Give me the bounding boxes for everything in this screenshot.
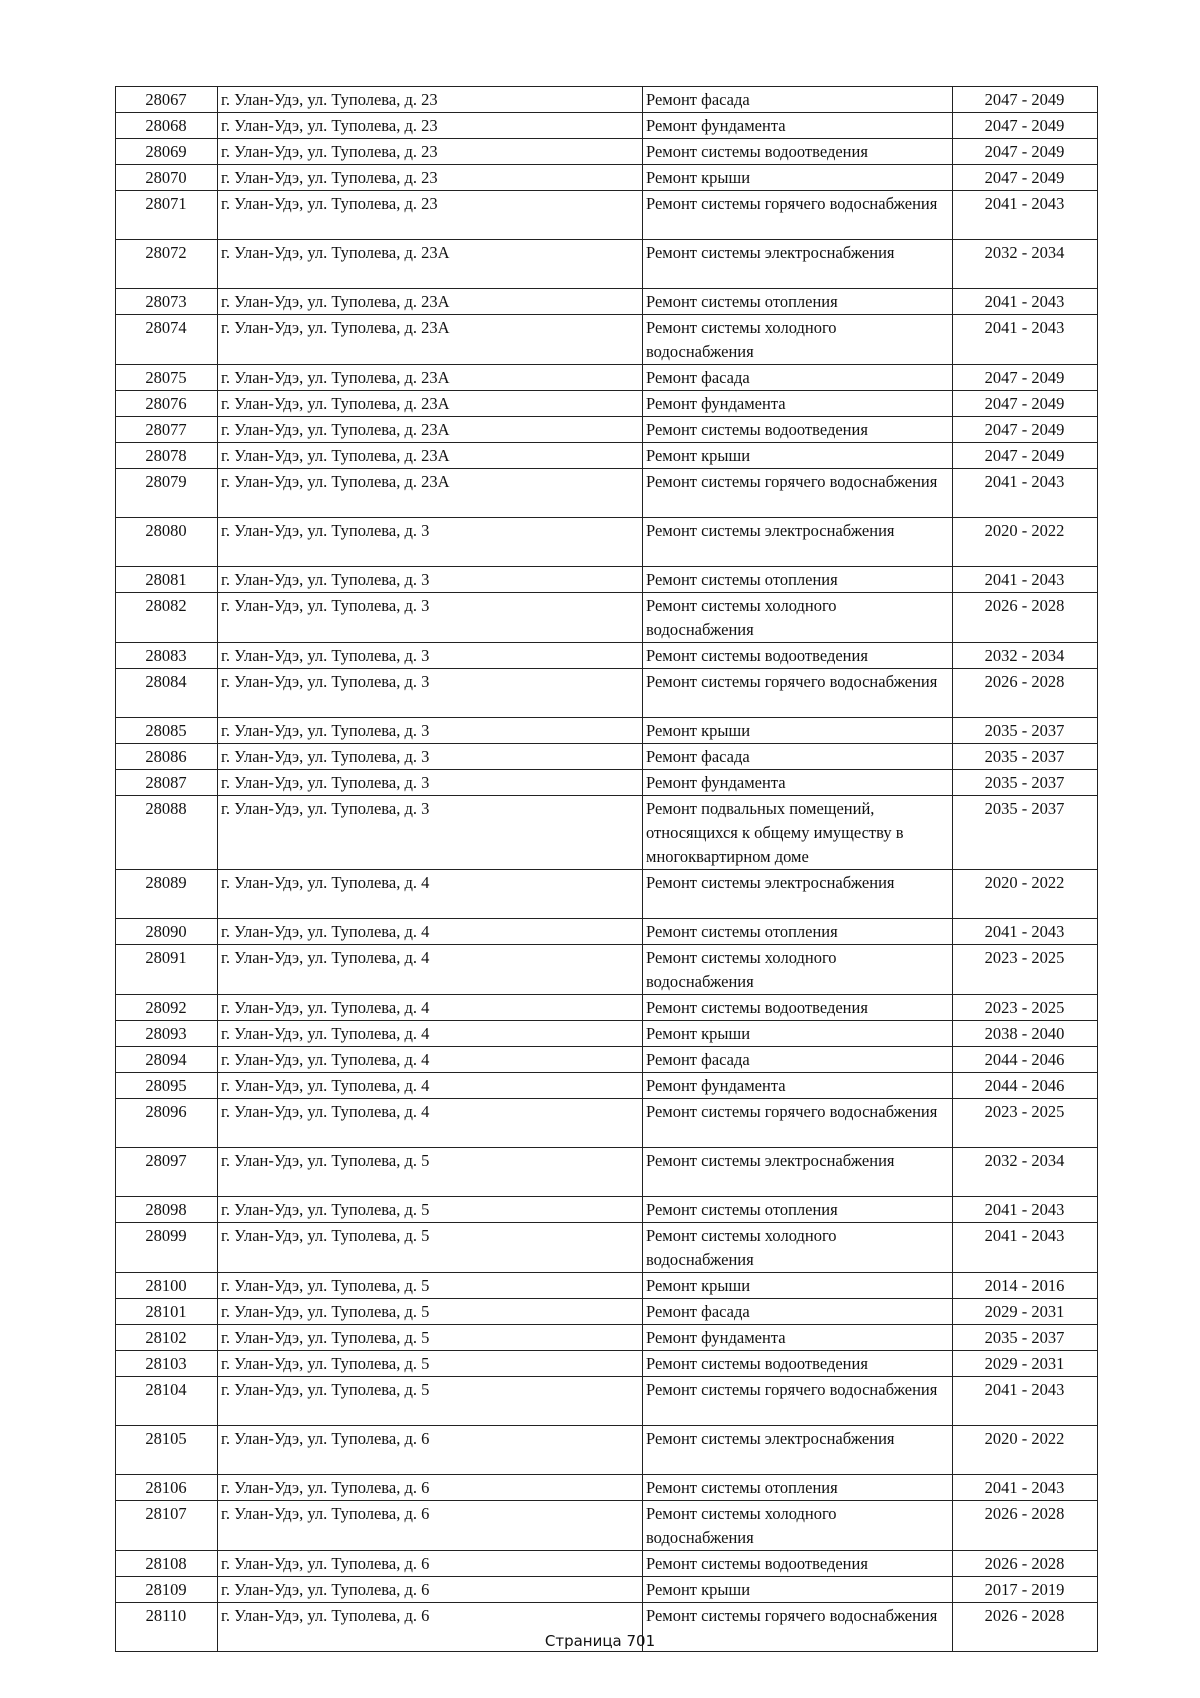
table-row xyxy=(116,1273,1098,1299)
period-cell: 2047 - 2049 xyxy=(953,165,1098,191)
table-row xyxy=(116,1475,1098,1501)
row-id-cell: 28080 xyxy=(116,518,218,567)
row-id-cell: 28086 xyxy=(116,744,218,770)
work-type-cell: Ремонт подвальных помещений, относящихся к общему имуществу в многоквартирном доме xyxy=(643,796,953,870)
work-type-cell: Ремонт крыши xyxy=(643,1021,953,1047)
table-body xyxy=(116,87,1098,1652)
row-id-cell: 28079 xyxy=(116,469,218,518)
work-type-cell: Ремонт крыши xyxy=(643,443,953,469)
work-type-cell: Ремонт фасада xyxy=(643,87,953,113)
address-cell: г. Улан-Удэ, ул. Туполева, д. 5 xyxy=(218,1148,643,1197)
work-type-cell: Ремонт фундамента xyxy=(643,391,953,417)
work-type-cell: Ремонт системы горячего водоснабжения xyxy=(643,191,953,240)
period-cell: 2041 - 2043 xyxy=(953,469,1098,518)
table-row xyxy=(116,1577,1098,1603)
table-row xyxy=(116,391,1098,417)
work-type-cell: Ремонт фасада xyxy=(643,744,953,770)
table-row xyxy=(116,518,1098,567)
work-type-cell: Ремонт системы отопления xyxy=(643,1197,953,1223)
table-row xyxy=(116,870,1098,919)
period-cell: 2041 - 2043 xyxy=(953,1377,1098,1426)
address-cell: г. Улан-Удэ, ул. Туполева, д. 5 xyxy=(218,1223,643,1273)
address-cell: г. Улан-Удэ, ул. Туполева, д. 3 xyxy=(218,669,643,718)
row-id-cell: 28081 xyxy=(116,567,218,593)
page-number: Страница 701 xyxy=(544,1632,656,1650)
table-row xyxy=(116,744,1098,770)
table-row xyxy=(116,165,1098,191)
work-type-cell: Ремонт крыши xyxy=(643,165,953,191)
table-row xyxy=(116,919,1098,945)
address-cell: г. Улан-Удэ, ул. Туполева, д. 6 xyxy=(218,1426,643,1475)
table-row xyxy=(116,87,1098,113)
row-id-cell: 28096 xyxy=(116,1099,218,1148)
work-type-cell: Ремонт крыши xyxy=(643,718,953,744)
address-cell: г. Улан-Удэ, ул. Туполева, д. 3 xyxy=(218,744,643,770)
period-cell: 2035 - 2037 xyxy=(953,718,1098,744)
period-cell: 2017 - 2019 xyxy=(953,1577,1098,1603)
row-id-cell: 28089 xyxy=(116,870,218,919)
period-cell: 2026 - 2028 xyxy=(953,593,1098,643)
row-id-cell: 28103 xyxy=(116,1351,218,1377)
address-cell: г. Улан-Удэ, ул. Туполева, д. 4 xyxy=(218,1047,643,1073)
address-cell: г. Улан-Удэ, ул. Туполева, д. 5 xyxy=(218,1197,643,1223)
period-cell: 2041 - 2043 xyxy=(953,315,1098,365)
address-cell: г. Улан-Удэ, ул. Туполева, д. 23 xyxy=(218,191,643,240)
work-type-cell: Ремонт системы отопления xyxy=(643,919,953,945)
address-cell: г. Улан-Удэ, ул. Туполева, д. 6 xyxy=(218,1501,643,1551)
work-type-cell: Ремонт системы горячего водоснабжения xyxy=(643,669,953,718)
period-cell: 2023 - 2025 xyxy=(953,995,1098,1021)
row-id-cell: 28084 xyxy=(116,669,218,718)
row-id-cell: 28085 xyxy=(116,718,218,744)
table-row xyxy=(116,1351,1098,1377)
work-type-cell: Ремонт системы холодного водоснабжения xyxy=(643,1501,953,1551)
row-id-cell: 28098 xyxy=(116,1197,218,1223)
address-cell: г. Улан-Удэ, ул. Туполева, д. 3 xyxy=(218,518,643,567)
work-type-cell: Ремонт крыши xyxy=(643,1577,953,1603)
address-cell: г. Улан-Удэ, ул. Туполева, д. 23 xyxy=(218,87,643,113)
table-row xyxy=(116,1551,1098,1577)
table-row xyxy=(116,139,1098,165)
period-cell: 2047 - 2049 xyxy=(953,365,1098,391)
row-id-cell: 28075 xyxy=(116,365,218,391)
table-row xyxy=(116,469,1098,518)
table-row xyxy=(116,1501,1098,1551)
address-cell: г. Улан-Удэ, ул. Туполева, д. 5 xyxy=(218,1273,643,1299)
address-cell: г. Улан-Удэ, ул. Туполева, д. 3 xyxy=(218,796,643,870)
address-cell: г. Улан-Удэ, ул. Туполева, д. 4 xyxy=(218,1099,643,1148)
period-cell: 2035 - 2037 xyxy=(953,770,1098,796)
work-type-cell: Ремонт системы водоотведения xyxy=(643,995,953,1021)
work-type-cell: Ремонт фундамента xyxy=(643,1073,953,1099)
row-id-cell: 28078 xyxy=(116,443,218,469)
table-row xyxy=(116,1099,1098,1148)
period-cell: 2023 - 2025 xyxy=(953,1099,1098,1148)
period-cell: 2047 - 2049 xyxy=(953,391,1098,417)
address-cell: г. Улан-Удэ, ул. Туполева, д. 6 xyxy=(218,1603,643,1652)
work-type-cell: Ремонт системы горячего водоснабжения xyxy=(643,1099,953,1148)
row-id-cell: 28108 xyxy=(116,1551,218,1577)
row-id-cell: 28073 xyxy=(116,289,218,315)
table-row xyxy=(116,718,1098,744)
row-id-cell: 28087 xyxy=(116,770,218,796)
work-type-cell: Ремонт системы холодного водоснабжения xyxy=(643,315,953,365)
table-row xyxy=(116,796,1098,870)
period-cell: 2041 - 2043 xyxy=(953,191,1098,240)
row-id-cell: 28091 xyxy=(116,945,218,995)
address-cell: г. Улан-Удэ, ул. Туполева, д. 6 xyxy=(218,1551,643,1577)
work-type-cell: Ремонт системы отопления xyxy=(643,289,953,315)
period-cell: 2035 - 2037 xyxy=(953,1325,1098,1351)
address-cell: г. Улан-Удэ, ул. Туполева, д. 23А xyxy=(218,417,643,443)
period-cell: 2029 - 2031 xyxy=(953,1299,1098,1325)
table-row xyxy=(116,995,1098,1021)
work-type-cell: Ремонт фасада xyxy=(643,365,953,391)
table-row xyxy=(116,113,1098,139)
work-type-cell: Ремонт системы холодного водоснабжения xyxy=(643,1223,953,1273)
table-row xyxy=(116,1377,1098,1426)
period-cell: 2020 - 2022 xyxy=(953,870,1098,919)
row-id-cell: 28074 xyxy=(116,315,218,365)
work-type-cell: Ремонт системы горячего водоснабжения xyxy=(643,469,953,518)
address-cell: г. Улан-Удэ, ул. Туполева, д. 4 xyxy=(218,1073,643,1099)
period-cell: 2041 - 2043 xyxy=(953,1475,1098,1501)
table-row xyxy=(116,669,1098,718)
work-type-cell: Ремонт системы электроснабжения xyxy=(643,518,953,567)
work-type-cell: Ремонт системы электроснабжения xyxy=(643,870,953,919)
address-cell: г. Улан-Удэ, ул. Туполева, д. 4 xyxy=(218,919,643,945)
table-row xyxy=(116,1073,1098,1099)
row-id-cell: 28068 xyxy=(116,113,218,139)
row-id-cell: 28067 xyxy=(116,87,218,113)
row-id-cell: 28092 xyxy=(116,995,218,1021)
table-row xyxy=(116,567,1098,593)
period-cell: 2041 - 2043 xyxy=(953,919,1098,945)
address-cell: г. Улан-Удэ, ул. Туполева, д. 23А xyxy=(218,289,643,315)
row-id-cell: 28094 xyxy=(116,1047,218,1073)
period-cell: 2020 - 2022 xyxy=(953,1426,1098,1475)
address-cell: г. Улан-Удэ, ул. Туполева, д. 6 xyxy=(218,1475,643,1501)
work-type-cell: Ремонт системы водоотведения xyxy=(643,1351,953,1377)
address-cell: г. Улан-Удэ, ул. Туполева, д. 5 xyxy=(218,1351,643,1377)
period-cell: 2047 - 2049 xyxy=(953,417,1098,443)
period-cell: 2041 - 2043 xyxy=(953,567,1098,593)
work-type-cell: Ремонт системы электроснабжения xyxy=(643,1148,953,1197)
period-cell: 2041 - 2043 xyxy=(953,289,1098,315)
period-cell: 2026 - 2028 xyxy=(953,1551,1098,1577)
row-id-cell: 28095 xyxy=(116,1073,218,1099)
address-cell: г. Улан-Удэ, ул. Туполева, д. 23 xyxy=(218,165,643,191)
period-cell: 2026 - 2028 xyxy=(953,1501,1098,1551)
row-id-cell: 28071 xyxy=(116,191,218,240)
row-id-cell: 28104 xyxy=(116,1377,218,1426)
row-id-cell: 28097 xyxy=(116,1148,218,1197)
period-cell: 2047 - 2049 xyxy=(953,87,1098,113)
address-cell: г. Улан-Удэ, ул. Туполева, д. 23А xyxy=(218,240,643,289)
repair-schedule-table xyxy=(115,86,1098,1652)
table-row xyxy=(116,1148,1098,1197)
work-type-cell: Ремонт системы холодного водоснабжения xyxy=(643,945,953,995)
address-cell: г. Улан-Удэ, ул. Туполева, д. 5 xyxy=(218,1325,643,1351)
row-id-cell: 28099 xyxy=(116,1223,218,1273)
work-type-cell: Ремонт системы электроснабжения xyxy=(643,1426,953,1475)
table-row xyxy=(116,1021,1098,1047)
work-type-cell: Ремонт фундамента xyxy=(643,113,953,139)
work-type-cell: Ремонт фасада xyxy=(643,1047,953,1073)
row-id-cell: 28105 xyxy=(116,1426,218,1475)
row-id-cell: 28090 xyxy=(116,919,218,945)
address-cell: г. Улан-Удэ, ул. Туполева, д. 3 xyxy=(218,718,643,744)
work-type-cell: Ремонт системы водоотведения xyxy=(643,139,953,165)
row-id-cell: 28072 xyxy=(116,240,218,289)
work-type-cell: Ремонт системы водоотведения xyxy=(643,417,953,443)
period-cell: 2029 - 2031 xyxy=(953,1351,1098,1377)
table-row xyxy=(116,945,1098,995)
table-row xyxy=(116,417,1098,443)
period-cell: 2032 - 2034 xyxy=(953,1148,1098,1197)
address-cell: г. Улан-Удэ, ул. Туполева, д. 23А xyxy=(218,365,643,391)
row-id-cell: 28100 xyxy=(116,1273,218,1299)
address-cell: г. Улан-Удэ, ул. Туполева, д. 23А xyxy=(218,443,643,469)
work-type-cell: Ремонт системы электроснабжения xyxy=(643,240,953,289)
table-row xyxy=(116,191,1098,240)
period-cell: 2047 - 2049 xyxy=(953,443,1098,469)
table-row xyxy=(116,1325,1098,1351)
row-id-cell: 28083 xyxy=(116,643,218,669)
work-type-cell: Ремонт крыши xyxy=(643,1273,953,1299)
work-type-cell: Ремонт системы водоотведения xyxy=(643,643,953,669)
address-cell: г. Улан-Удэ, ул. Туполева, д. 4 xyxy=(218,995,643,1021)
work-type-cell: Ремонт системы горячего водоснабжения xyxy=(643,1377,953,1426)
table-row xyxy=(116,1197,1098,1223)
table-row xyxy=(116,770,1098,796)
address-cell: г. Улан-Удэ, ул. Туполева, д. 4 xyxy=(218,870,643,919)
address-cell: г. Улан-Удэ, ул. Туполева, д. 5 xyxy=(218,1377,643,1426)
row-id-cell: 28110 xyxy=(116,1603,218,1652)
table-row xyxy=(116,289,1098,315)
address-cell: г. Улан-Удэ, ул. Туполева, д. 5 xyxy=(218,1299,643,1325)
row-id-cell: 28069 xyxy=(116,139,218,165)
table-row xyxy=(116,443,1098,469)
row-id-cell: 28077 xyxy=(116,417,218,443)
address-cell: г. Улан-Удэ, ул. Туполева, д. 23А xyxy=(218,315,643,365)
work-type-cell: Ремонт системы отопления xyxy=(643,567,953,593)
table-row xyxy=(116,1047,1098,1073)
period-cell: 2035 - 2037 xyxy=(953,796,1098,870)
address-cell: г. Улан-Удэ, ул. Туполева, д. 23 xyxy=(218,113,643,139)
address-cell: г. Улан-Удэ, ул. Туполева, д. 3 xyxy=(218,770,643,796)
address-cell: г. Улан-Удэ, ул. Туполева, д. 23А xyxy=(218,391,643,417)
work-type-cell: Ремонт системы отопления xyxy=(643,1475,953,1501)
period-cell: 2014 - 2016 xyxy=(953,1273,1098,1299)
row-id-cell: 28106 xyxy=(116,1475,218,1501)
work-type-cell: Ремонт фасада xyxy=(643,1299,953,1325)
address-cell: г. Улан-Удэ, ул. Туполева, д. 3 xyxy=(218,567,643,593)
period-cell: 2047 - 2049 xyxy=(953,139,1098,165)
period-cell: 2032 - 2034 xyxy=(953,240,1098,289)
period-cell: 2044 - 2046 xyxy=(953,1047,1098,1073)
table-row xyxy=(116,593,1098,643)
period-cell: 2020 - 2022 xyxy=(953,518,1098,567)
row-id-cell: 28109 xyxy=(116,1577,218,1603)
row-id-cell: 28088 xyxy=(116,796,218,870)
period-cell: 2026 - 2028 xyxy=(953,669,1098,718)
work-type-cell: Ремонт фундамента xyxy=(643,1325,953,1351)
row-id-cell: 28093 xyxy=(116,1021,218,1047)
period-cell: 2032 - 2034 xyxy=(953,643,1098,669)
table-row xyxy=(116,643,1098,669)
table-row xyxy=(116,1426,1098,1475)
period-cell: 2026 - 2028 xyxy=(953,1603,1098,1652)
address-cell: г. Улан-Удэ, ул. Туполева, д. 23 xyxy=(218,139,643,165)
work-type-cell: Ремонт системы горячего водоснабжения xyxy=(643,1603,953,1652)
table-row xyxy=(116,240,1098,289)
work-type-cell: Ремонт фундамента xyxy=(643,770,953,796)
period-cell: 2023 - 2025 xyxy=(953,945,1098,995)
address-cell: г. Улан-Удэ, ул. Туполева, д. 3 xyxy=(218,643,643,669)
table-row xyxy=(116,365,1098,391)
row-id-cell: 28070 xyxy=(116,165,218,191)
work-type-cell: Ремонт системы водоотведения xyxy=(643,1551,953,1577)
address-cell: г. Улан-Удэ, ул. Туполева, д. 23А xyxy=(218,469,643,518)
row-id-cell: 28076 xyxy=(116,391,218,417)
row-id-cell: 28101 xyxy=(116,1299,218,1325)
period-cell: 2047 - 2049 xyxy=(953,113,1098,139)
row-id-cell: 28102 xyxy=(116,1325,218,1351)
address-cell: г. Улан-Удэ, ул. Туполева, д. 4 xyxy=(218,945,643,995)
period-cell: 2035 - 2037 xyxy=(953,744,1098,770)
table-row xyxy=(116,1299,1098,1325)
table-row xyxy=(116,1223,1098,1273)
work-type-cell: Ремонт системы холодного водоснабжения xyxy=(643,593,953,643)
row-id-cell: 28107 xyxy=(116,1501,218,1551)
period-cell: 2044 - 2046 xyxy=(953,1073,1098,1099)
address-cell: г. Улан-Удэ, ул. Туполева, д. 6 xyxy=(218,1577,643,1603)
address-cell: г. Улан-Удэ, ул. Туполева, д. 4 xyxy=(218,1021,643,1047)
period-cell: 2041 - 2043 xyxy=(953,1223,1098,1273)
address-cell: г. Улан-Удэ, ул. Туполева, д. 3 xyxy=(218,593,643,643)
table-row xyxy=(116,315,1098,365)
row-id-cell: 28082 xyxy=(116,593,218,643)
period-cell: 2038 - 2040 xyxy=(953,1021,1098,1047)
period-cell: 2041 - 2043 xyxy=(953,1197,1098,1223)
